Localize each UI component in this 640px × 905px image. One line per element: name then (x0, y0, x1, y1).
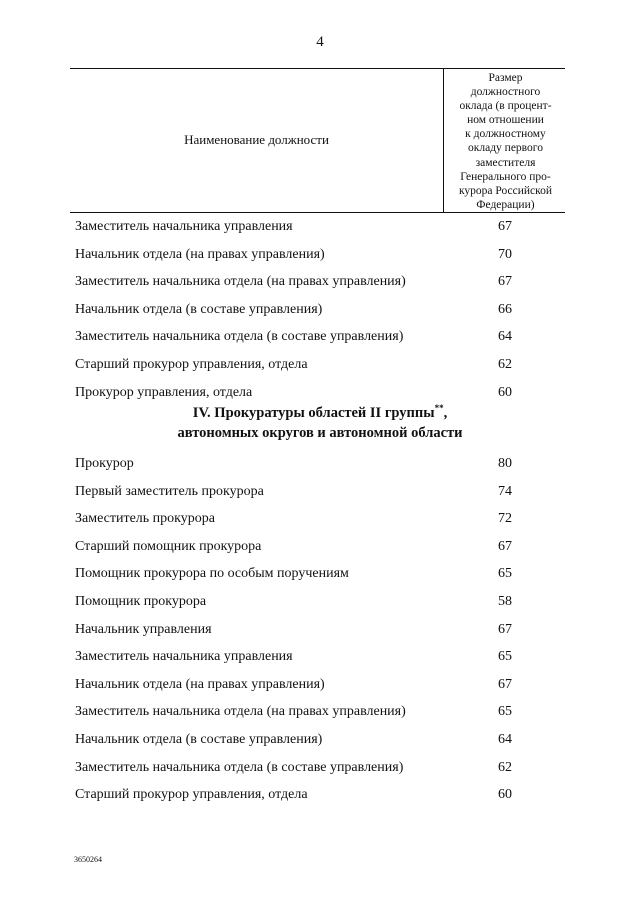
salary-percent: 62 (498, 759, 512, 775)
position-name: Помощник прокурора по особым поручениям (75, 566, 349, 582)
position-name: Заместитель прокурора (75, 511, 215, 527)
table-row (0, 270, 640, 298)
table-row (0, 215, 640, 243)
table-row (0, 325, 640, 353)
table-row (0, 728, 640, 756)
position-name: Начальник отдела (на правах управления) (75, 676, 325, 692)
position-name: Заместитель начальника отдела (на правах управления) (75, 704, 406, 720)
footnote-mark: ** (434, 403, 444, 414)
salary-percent: 74 (498, 483, 512, 499)
salary-header-line: Размер (488, 72, 523, 84)
header-column-divider (443, 68, 444, 213)
salary-header-line: заместителя (475, 156, 536, 169)
column-header-salary-size (446, 71, 565, 212)
salary-percent: 67 (498, 621, 512, 637)
position-name: Старший прокурор управления, отдела (75, 787, 308, 803)
salary-header-line: оклада (в процент- (459, 100, 552, 113)
salary-percent: 65 (498, 566, 512, 582)
salary-percent: 65 (498, 649, 512, 665)
position-name: Заместитель начальника отдела (на правах управления) (75, 274, 406, 290)
section-rows-top (0, 215, 640, 408)
salary-header-line: курора Российской (458, 184, 553, 197)
salary-percent: 60 (498, 787, 512, 803)
section-heading-title: IV. Прокуратуры областей II группы (192, 405, 435, 421)
salary-header-line: Федерации) (476, 198, 535, 211)
position-name: Заместитель начальника управления (75, 219, 293, 234)
position-name: Старший прокурор управления, отдела (75, 356, 308, 372)
position-name: Прокурор управления, отдела (75, 384, 253, 400)
salary-header-line: Генерального про- (460, 170, 551, 183)
table-row (0, 507, 640, 535)
section-heading-comma: , (443, 405, 448, 421)
table-row (0, 298, 640, 326)
table-row (0, 590, 640, 618)
position-name: Начальник отдела (на правах управления) (75, 246, 325, 262)
table-row (0, 243, 640, 271)
position-name: Начальник отдела (в составе управления) (75, 301, 323, 317)
table-row (0, 756, 640, 784)
salary-percent: 67 (498, 274, 512, 290)
table-row (0, 452, 640, 480)
salary-percent: 62 (498, 356, 512, 372)
table-row (0, 645, 640, 673)
salary-percent: 64 (498, 731, 512, 747)
table-row (0, 353, 640, 381)
salary-percent: 64 (498, 329, 512, 345)
header-top-rule (70, 68, 565, 69)
page-number: 4 (316, 34, 324, 50)
header-bottom-rule (70, 212, 565, 213)
salary-percent: 67 (498, 219, 512, 234)
salary-percent: 72 (498, 511, 512, 527)
table-row (0, 480, 640, 508)
salary-percent: 70 (498, 246, 512, 262)
salary-percent: 67 (498, 538, 512, 554)
column-header-position-name: Наименование должности (184, 132, 329, 147)
section-heading-line1 (0, 403, 640, 423)
salary-header-line: окладу первого (468, 142, 543, 155)
table-header (70, 68, 565, 213)
table-row (0, 618, 640, 646)
position-name: Помощник прокурора (75, 593, 207, 609)
table-row (0, 700, 640, 728)
position-name: Заместитель начальника отдела (в составе управления) (75, 329, 404, 345)
section-rows-bottom (0, 452, 640, 811)
table-row (0, 535, 640, 563)
position-name: Начальник отдела (в составе управления) (75, 731, 323, 747)
position-name: Заместитель начальника отдела (в составе управления) (75, 759, 404, 775)
section-heading (0, 403, 640, 443)
salary-percent: 80 (498, 456, 512, 471)
table-row (0, 562, 640, 590)
salary-percent: 67 (498, 676, 512, 692)
position-name: Начальник управления (75, 621, 212, 637)
salary-header-line: ном отношении (467, 114, 544, 127)
salary-percent: 65 (498, 704, 512, 720)
position-name: Первый заместитель прокурора (75, 483, 264, 499)
salary-header-line: должностного (470, 86, 541, 99)
salary-percent: 66 (498, 301, 512, 317)
section-heading-line2: автономных округов и автономной области (177, 425, 463, 441)
salary-percent: 58 (498, 593, 512, 609)
document-id: 3650264 (74, 855, 102, 864)
position-name: Заместитель начальника управления (75, 649, 293, 665)
position-name: Старший помощник прокурора (75, 538, 262, 554)
position-name: Прокурор (75, 456, 134, 471)
salary-percent: 60 (498, 384, 512, 400)
table-row (0, 673, 640, 701)
table-row (0, 783, 640, 811)
salary-header-line: к должностному (465, 128, 546, 141)
